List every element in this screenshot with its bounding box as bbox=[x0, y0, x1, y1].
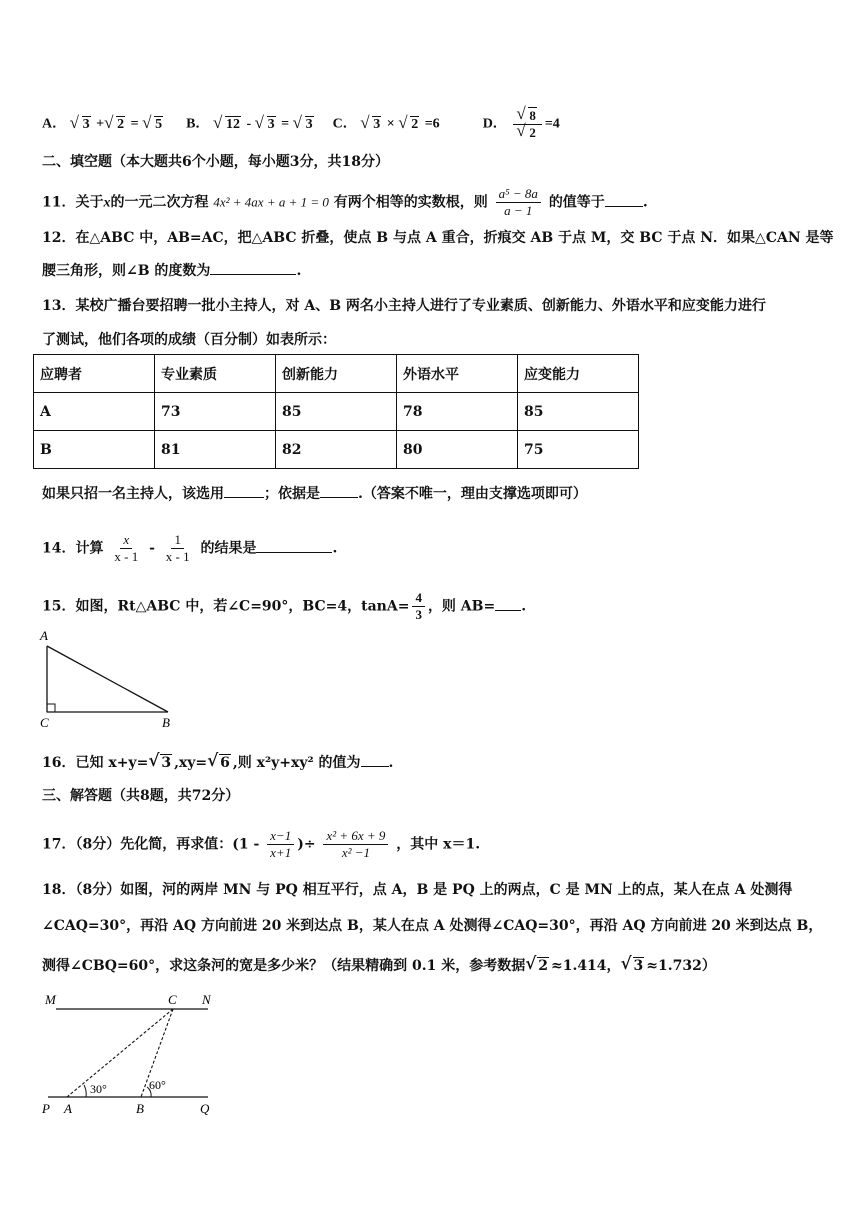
table-cell: A bbox=[34, 393, 155, 431]
question-12-line1: 12．在△ABC 中，AB=AC，把△ABC 折叠，使点 B 与点 A 重合，折痕交 AB 于点 M，交 BC 于点 N．如果△CAN 是等 bbox=[42, 230, 834, 246]
table-row bbox=[34, 431, 639, 469]
label-a: A bbox=[64, 1101, 72, 1116]
table-cell: 73 bbox=[155, 393, 276, 431]
table-cell: 82 bbox=[276, 431, 397, 469]
angle-60-label: 60° bbox=[149, 1078, 166, 1092]
option-d-label: D． bbox=[482, 116, 507, 132]
table-header: 应聘者 bbox=[34, 355, 155, 393]
table-cell: 85 bbox=[276, 393, 397, 431]
score-table bbox=[33, 354, 639, 469]
question-12-line2: 腰三角形，则∠B 的度数为 . bbox=[42, 260, 301, 281]
label-m: M bbox=[45, 992, 56, 1007]
table-cell: 80 bbox=[397, 431, 518, 469]
q10-options: A． √ 3 +√ 2 = √ 5 B． √ 12 - √ 3 = √ 3 C． √ 3 × √ 2 =6 D． √ 8 √ 2 =4 bbox=[42, 108, 560, 141]
river-figure bbox=[38, 986, 228, 1118]
question-18-line2: ∠CAQ=30°，再沿 AQ 方向前进 20 米到达点 B，某人在点 A 处测得∠CAQ=30°，再沿 AQ 方向前进 20 米到达点 B， bbox=[42, 918, 823, 934]
table-header: 外语水平 bbox=[397, 355, 518, 393]
question-14: 14．计算 $\frac{x}{x - 1}$ - $\frac{1}{x - 1}$ 的结果是 . bbox=[42, 532, 338, 564]
table-cell: 85 bbox=[518, 393, 639, 431]
question-13-answer-line: 如果只招一名主持人，该选用 ；依据是 .（答案不唯一，理由支撑选项即可） bbox=[42, 483, 587, 504]
vertex-label-c: C bbox=[40, 715, 49, 730]
table-cell: 78 bbox=[397, 393, 518, 431]
question-18-line1: 18．（8分）如图，河的两岸 MN 与 PQ 相互平行，点 A，B 是 PQ 上的两点，C 是 MN 上的点，某人在点 A 处测得 bbox=[42, 882, 793, 898]
option-b-label: B． bbox=[186, 116, 210, 132]
angle-30-label: 30° bbox=[90, 1082, 107, 1096]
table-header: 专业素质 bbox=[155, 355, 276, 393]
question-17: 17．（8分）先化简，再求值：(1 - $\frac{x-1}{x+1}$ )÷ $\frac{\text{x² + 6x + 9}}{\text{x² −1}}$ ，其中 x＝1. bbox=[42, 828, 481, 860]
option-a-label: A． bbox=[42, 116, 67, 132]
option-c-label: C． bbox=[332, 116, 357, 132]
label-q: Q bbox=[200, 1101, 210, 1116]
question-11: 11．关于x的一元二次方程 4x² + 4ax + a + 1 = 0 有两个相等的实数根，则 $\frac{\text{a⁵ − 8a}}{a - 1}$ 的值等于 . bbox=[42, 186, 648, 218]
question-15: 15．如图，Rt△ABC 中，若∠C=90°，BC=4，tanA= $\frac{4}{3}$ ，则 AB= . bbox=[42, 590, 527, 622]
table-header: 应变能力 bbox=[518, 355, 639, 393]
label-c: C bbox=[168, 992, 177, 1007]
question-13-line1: 13．某校广播台要招聘一批小主持人，对 A、B 两名小主持人进行了专业素质、创新能力、外语水平和应变能力进行 bbox=[42, 298, 766, 314]
section-3-heading: 三、解答题（共8题，共72分） bbox=[42, 788, 240, 804]
table-cell: B bbox=[34, 431, 155, 469]
section-2-heading: 二、填空题（本大题共6个小题，每小题3分，共18分） bbox=[42, 154, 389, 170]
table-header-row bbox=[34, 355, 639, 393]
table-cell: 75 bbox=[518, 431, 639, 469]
question-16: 16．已知 x+y=√ 3 ,xy=√ 6 ,则 x²y+xy² 的值为 . bbox=[42, 752, 393, 773]
label-b: B bbox=[136, 1101, 144, 1116]
triangle-figure bbox=[36, 626, 186, 730]
table-cell: 81 bbox=[155, 431, 276, 469]
vertex-label-a: A bbox=[40, 628, 48, 643]
label-p: P bbox=[42, 1101, 50, 1116]
table-header: 创新能力 bbox=[276, 355, 397, 393]
question-18-line3: 测得∠CBQ=60°，求这条河的宽是多少米？（结果精确到 0.1 米，参考数据√ 2 ≈1.414，√ 3 ≈1.732） bbox=[42, 956, 716, 976]
question-13-line2: 了测试，他们各项的成绩（百分制）如表所示： bbox=[42, 332, 336, 348]
label-n: N bbox=[202, 992, 211, 1007]
table-row bbox=[34, 393, 639, 431]
vertex-label-b: B bbox=[162, 715, 170, 730]
